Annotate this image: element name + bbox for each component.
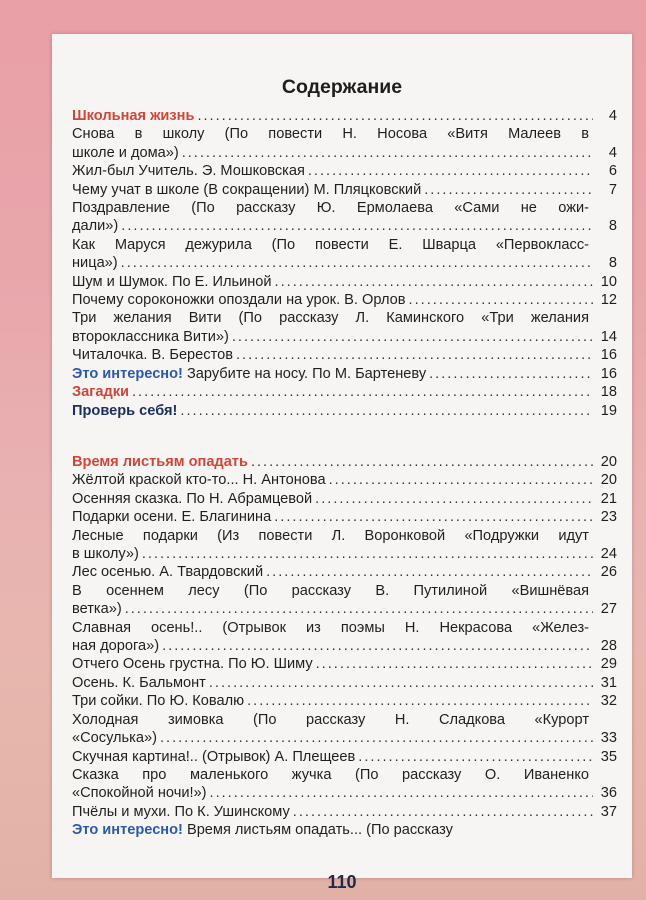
toc-page-number: 36 — [600, 785, 617, 802]
toc-entry — [72, 655, 617, 673]
toc-entry-title: «Сосулька») — [72, 730, 157, 747]
toc-page-number: 31 — [600, 674, 617, 691]
toc-entry — [72, 563, 617, 581]
toc-entry — [72, 508, 617, 526]
toc-entry-line: Сказка про маленького жучка (По рассказу О. Иваненко — [72, 766, 589, 783]
toc-entry-title: Чему учат в школе (В сокращении) М. Пляцковский — [72, 181, 422, 198]
toc-entry — [72, 107, 617, 125]
toc-entry — [72, 582, 617, 619]
section-label: Это интересно! — [72, 822, 183, 839]
toc-entry — [72, 383, 617, 401]
section-heading: Проверь себя! — [72, 402, 178, 419]
dot-leader — [293, 803, 593, 821]
toc-entry — [72, 162, 617, 180]
dot-leader — [316, 655, 593, 673]
toc-page-number: 7 — [608, 181, 617, 198]
page-title: Содержание — [281, 76, 403, 98]
toc-entry-title: Время листьям опадать... (По рассказу — [182, 822, 453, 839]
toc-entry-title: второклассника Вити») — [72, 328, 229, 345]
toc-entry — [72, 674, 617, 692]
toc-entry — [72, 490, 617, 508]
toc-entry — [72, 309, 617, 346]
toc-page-number: 12 — [600, 292, 617, 309]
toc-page-number: 4 — [608, 144, 617, 161]
toc-entry — [72, 527, 617, 564]
toc-entry-line: Как Маруся дежурила (По повести Е. Шварца «Первокласс- — [72, 236, 589, 253]
toc-section-school-life — [72, 107, 617, 420]
book-page — [52, 34, 632, 892]
toc-entry — [72, 236, 617, 273]
dot-leader — [266, 563, 593, 581]
section-heading: Загадки — [72, 384, 129, 401]
toc-entry — [72, 803, 617, 821]
dot-leader — [274, 508, 593, 526]
toc-entry — [72, 471, 617, 489]
toc-entry-title: Осенняя сказка. По Н. Абрамцевой — [72, 490, 313, 507]
toc-page-number: 20 — [600, 454, 617, 470]
section-label: Это интересно! — [72, 365, 183, 382]
toc-entry-title: Пчёлы и мухи. По К. Ушинскому — [72, 803, 290, 820]
toc-entry-title: Лес осенью. А. Твардовский — [72, 564, 264, 581]
section-heading: Время листьям опадать — [72, 454, 248, 470]
toc-entry — [72, 291, 617, 309]
dot-leader — [162, 637, 593, 655]
toc-entry-title: школе и дома») — [72, 144, 179, 161]
toc-entry-line: Холодная зимовка (По рассказу Н. Сладкова «Курорт — [72, 711, 589, 728]
dot-leader — [329, 471, 593, 489]
toc-entry-line: Снова в школу (По повести Н. Носова «Витя Малеев в — [72, 126, 589, 143]
dot-leader — [315, 490, 593, 508]
toc-entry — [72, 821, 617, 839]
dot-leader — [236, 346, 593, 364]
dot-leader — [197, 107, 593, 125]
toc-entry-title: Осень. К. Бальмонт — [72, 674, 206, 691]
toc-entry-title: Три сойки. По Ю. Ковалю — [72, 693, 245, 710]
toc-entry — [72, 766, 617, 803]
toc-page-number: 21 — [600, 490, 617, 507]
toc-page-number: 19 — [600, 402, 617, 419]
dot-leader — [132, 383, 593, 401]
toc-page-number: 28 — [600, 638, 617, 655]
section-heading: Школьная жизнь — [72, 108, 195, 124]
toc-entry-line: Три желания Вити (По рассказу Л. Каминского «Три желания — [72, 310, 589, 327]
toc-entry — [72, 346, 617, 364]
dot-leader — [209, 674, 593, 692]
toc-entry — [72, 125, 617, 162]
toc-entry-title: ветка») — [72, 601, 122, 618]
toc-entry-text — [72, 821, 453, 839]
toc-page-number: 33 — [600, 730, 617, 747]
page-number: 110 — [327, 872, 357, 892]
toc-entry-title: Жёлтой краской кто-то... Н. Антонова — [72, 472, 326, 489]
toc-entry — [72, 619, 617, 656]
toc-page-number: 20 — [600, 472, 617, 489]
toc-page-number: 27 — [600, 601, 617, 618]
toc-page-number: 10 — [600, 273, 617, 290]
dot-leader — [424, 181, 593, 199]
dot-leader — [308, 162, 593, 180]
toc-entry-title: Читалочка. В. Берестов — [72, 347, 233, 364]
toc-page-number: 23 — [600, 509, 617, 526]
toc-entry-title: Скучная картина!.. (Отрывок) А. Плещеев — [72, 748, 356, 765]
toc-page-number: 26 — [600, 564, 617, 581]
toc-page-number: 29 — [600, 656, 617, 673]
toc-entry-title: Почему сороконожки опоздали на урок. В. Орлов — [72, 292, 406, 309]
toc-page-number: 16 — [600, 347, 617, 364]
toc-page-number: 8 — [608, 255, 617, 272]
toc-entry — [72, 453, 617, 471]
toc-page-number: 35 — [600, 748, 617, 765]
toc-entry — [72, 748, 617, 766]
toc-section-autumn — [72, 453, 617, 840]
dot-leader — [251, 453, 593, 471]
toc-entry — [72, 365, 617, 383]
dot-leader — [232, 328, 593, 346]
toc-entry-title: «Спокойной ночи!») — [72, 785, 207, 802]
toc-entry-title: Шум и Шумок. По Е. Ильиной — [72, 273, 272, 290]
toc-page-number: 8 — [608, 218, 617, 235]
toc-entry-title: ница») — [72, 255, 118, 272]
dot-leader — [180, 402, 593, 420]
dot-leader — [429, 365, 593, 383]
toc-entry-line: Поздравление (По рассказу Ю. Ермолаева «Сами не ожи- — [72, 200, 589, 217]
dot-leader — [275, 273, 593, 291]
toc-entry — [72, 692, 617, 710]
toc-entry-title: дали») — [72, 218, 119, 235]
toc-entry — [72, 273, 617, 291]
toc-page-number: 32 — [600, 693, 617, 710]
dot-leader — [210, 784, 593, 802]
dot-leader — [125, 600, 593, 618]
toc-entry — [72, 181, 617, 199]
dot-leader — [121, 254, 593, 272]
toc-entry-line: Славная осень!.. (Отрывок из поэмы Н. Некрасова «Желез- — [72, 619, 589, 636]
toc-page-number: 24 — [600, 546, 617, 563]
toc-entry-title: в школу») — [72, 546, 139, 563]
toc-entry-title: Отчего Осень грустна. По Ю. Шиму — [72, 656, 313, 673]
dot-leader — [160, 729, 593, 747]
toc-page-number: 14 — [600, 328, 617, 345]
dot-leader — [182, 144, 593, 162]
toc-entry-title: ная дорога») — [72, 638, 160, 655]
toc-entry-title: Жил-был Учитель. Э. Мошковская — [72, 163, 305, 180]
toc-page-number: 4 — [608, 108, 617, 124]
toc-entry-text — [72, 365, 426, 383]
toc-entry-line: Лесные подарки (Из повести Л. Воронковой «Подружки идут — [72, 527, 589, 544]
toc-entry — [72, 711, 617, 748]
toc-entry-title: Подарки осени. Е. Благинина — [72, 509, 272, 526]
toc-page-number: 16 — [600, 365, 617, 382]
dot-leader — [409, 291, 593, 309]
dot-leader — [247, 692, 593, 710]
toc-entry-title: Зарубите на носу. По М. Бартеневу — [182, 365, 427, 382]
toc-entry — [72, 402, 617, 420]
toc-entry-line: В осеннем лесу (По рассказу В. Путилиной «Вишнёвая — [72, 582, 589, 599]
toc-page-number: 18 — [600, 384, 617, 401]
toc-page-number: 37 — [600, 803, 617, 820]
toc-page-number: 6 — [608, 163, 617, 180]
dot-leader — [142, 545, 593, 563]
toc-entry — [72, 199, 617, 236]
dot-leader — [358, 748, 593, 766]
dot-leader — [121, 217, 593, 235]
